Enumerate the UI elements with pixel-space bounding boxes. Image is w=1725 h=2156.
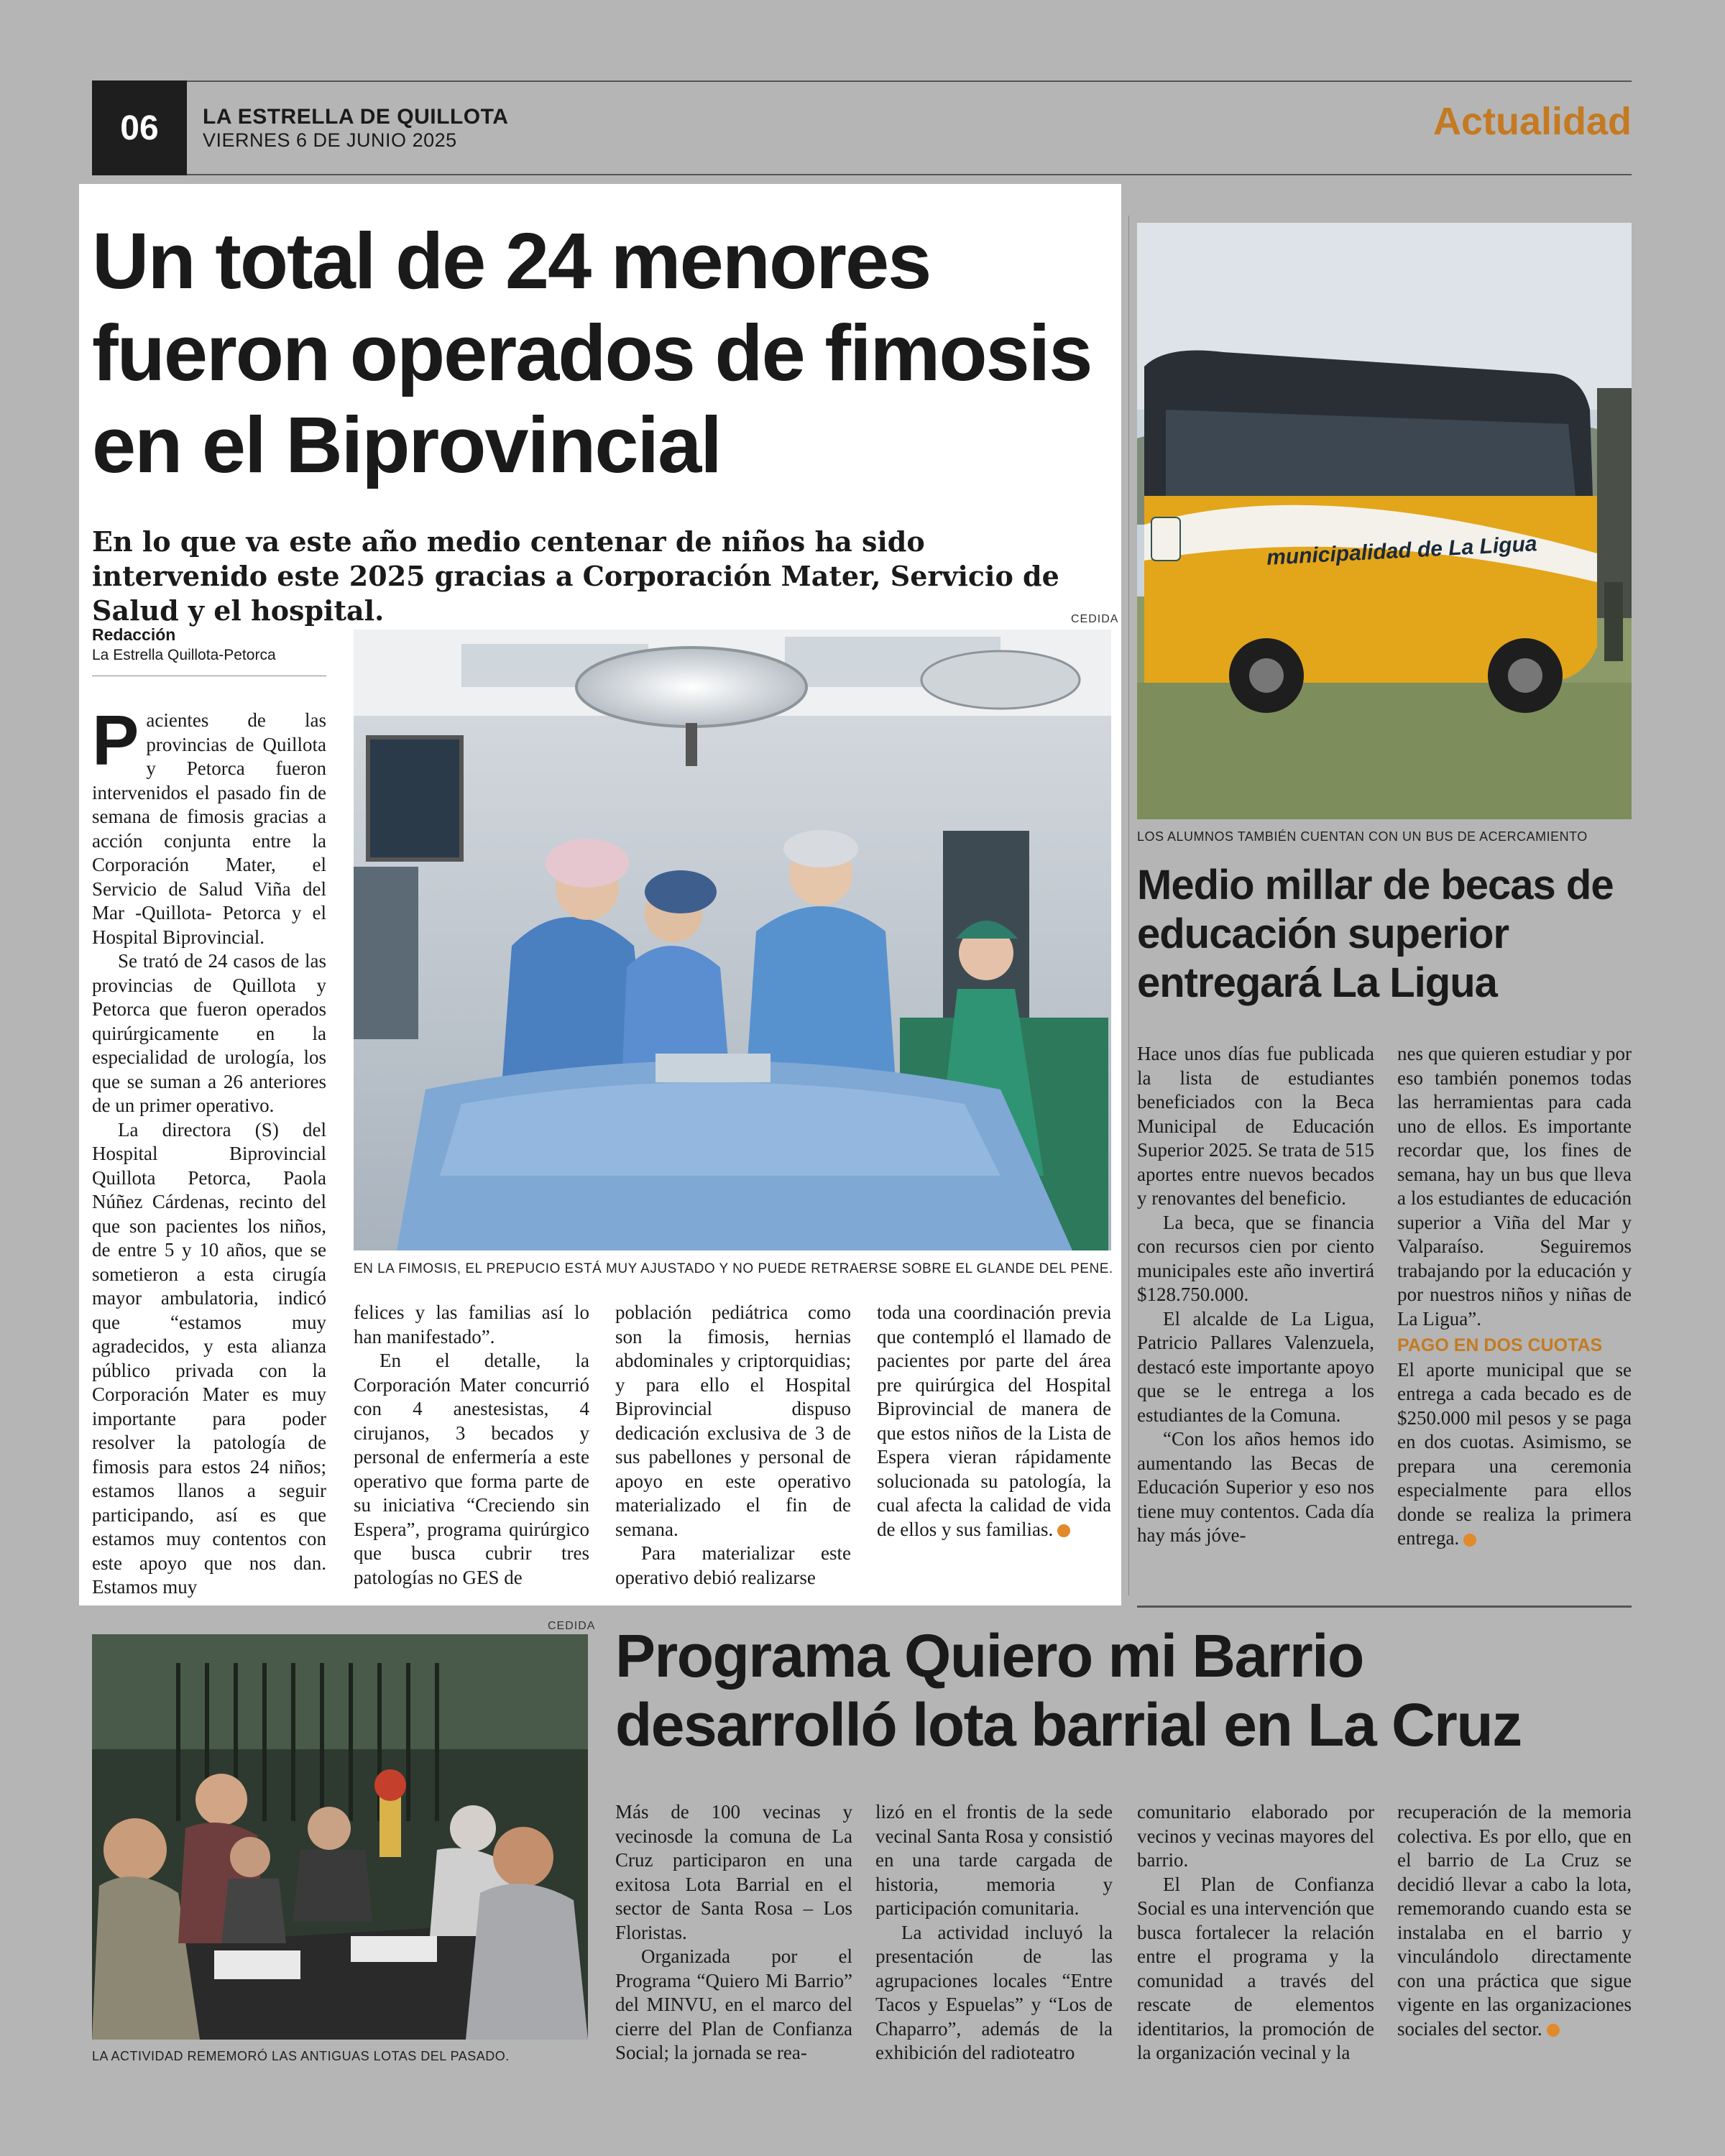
byline-author: Redacción	[92, 625, 176, 644]
barrio-col4-p1: recuperación de la memoria colectiva. Es por ello, que en el barrio de La Cruz se decidió llevar a cabo la lota, rememorando cuando esta se instalaba en el barrio y vinculándolo directamente con una práctica que sigue vigente en las organizaciones sociales del sector.	[1397, 1801, 1632, 2040]
main-col1-p2: Se trató de 24 casos de las provincias de Quillota y Petorca que fueron operados quirúrgicamente en la especialidad de urología, los que se suman a 26 anteriores de un primer operativo.	[92, 950, 326, 1116]
barrio-col3-p1: comunitario elaborado por vecinos y vecinas mayores del barrio.	[1137, 1801, 1374, 1871]
barrio-col3-p2: El Plan de Confianza Social es una intervención que busca fortalecer la relación entre el programa y la comunidad a través del rescate de elementos identitarios, la promoción de la organización vecinal y la	[1137, 1873, 1374, 2063]
lota-photo	[92, 1634, 588, 2040]
section-divider	[1137, 1606, 1632, 1608]
barrio-col-3	[1137, 1800, 1374, 2065]
end-mark-icon	[1547, 2024, 1560, 2037]
main-deck: En lo que va este año medio centenar de niños ha sido intervenido este 2025 gracias a Corporación Mater, Servicio de Salud y el hospital.	[92, 525, 1059, 627]
end-mark-icon	[1463, 1534, 1476, 1547]
main-col3-p1: población pediátrica como son la fimosis, hernias abdominales y criptorquidias; y para ello el Hospital Biprovincial dispuso dedicación exclusiva de 3 de sus pabellones y personal de apoyo en este operativo materializado el fin de semana.	[615, 1302, 851, 1540]
becas-col-1	[1137, 1042, 1374, 1548]
main-col-3	[615, 1301, 851, 1590]
barrio-col2-p1: lizó en el frontis de la sede vecinal Santa Rosa y consistió en una tarde cargada de historia, memoria y participación comunitaria.	[875, 1801, 1113, 1919]
barrio-col-4	[1397, 1800, 1632, 2041]
barrio-col1-p2: Organizada por el Programa “Quiero Mi Barrio” del MINVU, en el marco del cierre del Plan de Confianza Social; la jornada se rea-	[615, 1945, 852, 2063]
becas-subhead: PAGO EN DOS CUOTAS	[1397, 1335, 1603, 1355]
bus-photo	[1137, 223, 1632, 819]
end-mark-icon	[1057, 1524, 1070, 1537]
main-col3-p2: Para materializar este operativo debió realizarse	[615, 1542, 851, 1588]
main-col1-p3: La directora (S) del Hospital Biprovincial Quillota Petorca, Paola Núñez Cárdenas, recinto del que son pacientes los niños, de entre 5 y 10 años, que se sometieron a esta cirugía mayor ambulatoria, indicó que “estamos muy agradecidos, y esta alianza público privada con la Corporación Mater es muy importante para poder resolver la patología de fimosis para estos 24 niños; estamos llanos a seguir participando, así es que estamos muy contentos con este apoyo que nos dan. Estamos muy	[92, 1118, 326, 1598]
header-bottom-rule	[92, 174, 1632, 175]
sidebar-divider	[1128, 216, 1129, 1595]
byline-outlet: La Estrella Quillota-Petorca	[92, 647, 276, 663]
becas-headline: Medio millar de becas de educación superior entregará La Ligua	[1137, 862, 1614, 1006]
barrio-headline: Programa Quiero mi Barrio desarrolló lota barrial en La Cruz	[615, 1622, 1522, 1759]
main-col1-p1: acientes de las provincias de Quillota y Petorca fueron intervenidos el pasado fin de semana de fimosis gracias a acción conjunta entre la Corporación Mater, el Servicio de Salud Viña del Mar -Quillota- Petorca y el Hospital Biprovincial.	[92, 709, 326, 948]
publication-name: LA ESTRELLA DE QUILLOTA	[203, 105, 509, 129]
becas-col2-p1: nes que quieren estudiar y por eso también ponemos todas las herramientas para cada uno de ellos. Es importante recordar que, los fines de semana, hay un bus que lleva a los estudiantes de educación superior a Viña del Mar y Valparaíso. Seguiremos trabajando por la educación y por nuestros niños y niñas de La Ligua”.	[1397, 1043, 1632, 1330]
barrio-col-2	[875, 1800, 1113, 2065]
becas-col2-p2: El aporte municipal que se entrega a cada becado es de $250.000 mil pesos y se paga en dos cuotas. Asimismo, se prepara una ceremonia especialmente para ellos donde se realiza la primera entrega.	[1397, 1358, 1632, 1549]
main-col-1	[92, 701, 326, 1600]
header-top-rule	[92, 80, 1632, 82]
section-title: Actualidad	[1432, 100, 1632, 143]
becas-col1-p2: La beca, que se financia con recursos cien por ciento municipales este año invertirá $128.750.000.	[1137, 1211, 1374, 1305]
main-col-4	[877, 1301, 1111, 1542]
surgery-photo	[354, 630, 1111, 1250]
lota-photo-caption: LA ACTIVIDAD REMEMORÓ LAS ANTIGUAS LOTAS DEL PASADO.	[92, 2049, 510, 2063]
main-col2-p2: En el detalle, la Corporación Mater concurrió con 4 anestesistas, 4 cirujanos, 3 becados y personal de enfermería a este operativo que forma parte de su iniciativa “Creciendo sin Espera”, programa quirúrgico que busca cubrir tres patologías no GES de	[354, 1350, 589, 1588]
bus-photo-caption: LOS ALUMNOS TAMBIÉN CUENTAN CON UN BUS DE ACERCAMIENTO	[1137, 829, 1588, 844]
dropcap: P	[92, 701, 139, 780]
becas-col1-p4: “Con los años hemos ido aumentando las Becas de Educación Superior y eso nos tiene muy contentos. Cada día hay más jóve-	[1137, 1428, 1374, 1546]
becas-col-2	[1397, 1042, 1632, 1551]
publication-date: VIERNES 6 DE JUNIO 2025	[203, 129, 457, 151]
barrio-col-1	[615, 1800, 852, 2065]
main-photo-caption: EN LA FIMOSIS, EL PREPUCIO ESTÁ MUY AJUSTADO Y NO PUEDE RETRAERSE SOBRE EL GLANDE DEL PENE.	[354, 1261, 1113, 1276]
becas-col1-p3: El alcalde de La Ligua, Patricio Pallares Valenzuela, destacó este importante apoyo que se le entrega a los estudiantes de la Comuna.	[1137, 1307, 1374, 1426]
main-col4-p1: toda una coordinación previa que contempló el llamado de pacientes por parte del área pre quirúrgica del Hospital Biprovincial de manera de que estos niños de la Lista de Espera vieran rápidamente solucionada su patología, la cual afecta la calidad de vida de ellos y sus familias.	[877, 1302, 1111, 1540]
bus-lettering: municipalidad de La Ligua	[1266, 532, 1538, 570]
main-photo-credit: CEDIDA	[1071, 613, 1119, 625]
becas-col1-p1: Hace unos días fue publicada la lista de estudiantes beneficiados con la Beca Municipal de Educación Superior 2025. Se trata de 515 aportes entre nuevos becados y renovantes del beneficio.	[1137, 1043, 1374, 1209]
main-headline: Un total de 24 menores fueron operados de fimosis en el Biprovincial	[92, 217, 1092, 489]
barrio-col1-p1: Más de 100 vecinas y vecinosde la comuna de La Cruz participaron en una exitosa Lota Barrial en el sector de Santa Rosa – Los Floristas.	[615, 1801, 852, 1943]
barrio-col2-p2: La actividad incluyó la presentación de las agrupaciones locales “Entre Tacos y Espuelas” y “Los de Chaparro”, además de la exhibición del radioteatro	[875, 1921, 1113, 2063]
barrio-photo-credit: CEDIDA	[548, 1620, 596, 1632]
main-col-2	[354, 1301, 589, 1590]
page-number: 06	[92, 80, 187, 175]
main-col2-p1: felices y las familias así lo han manifestado”.	[354, 1302, 589, 1348]
